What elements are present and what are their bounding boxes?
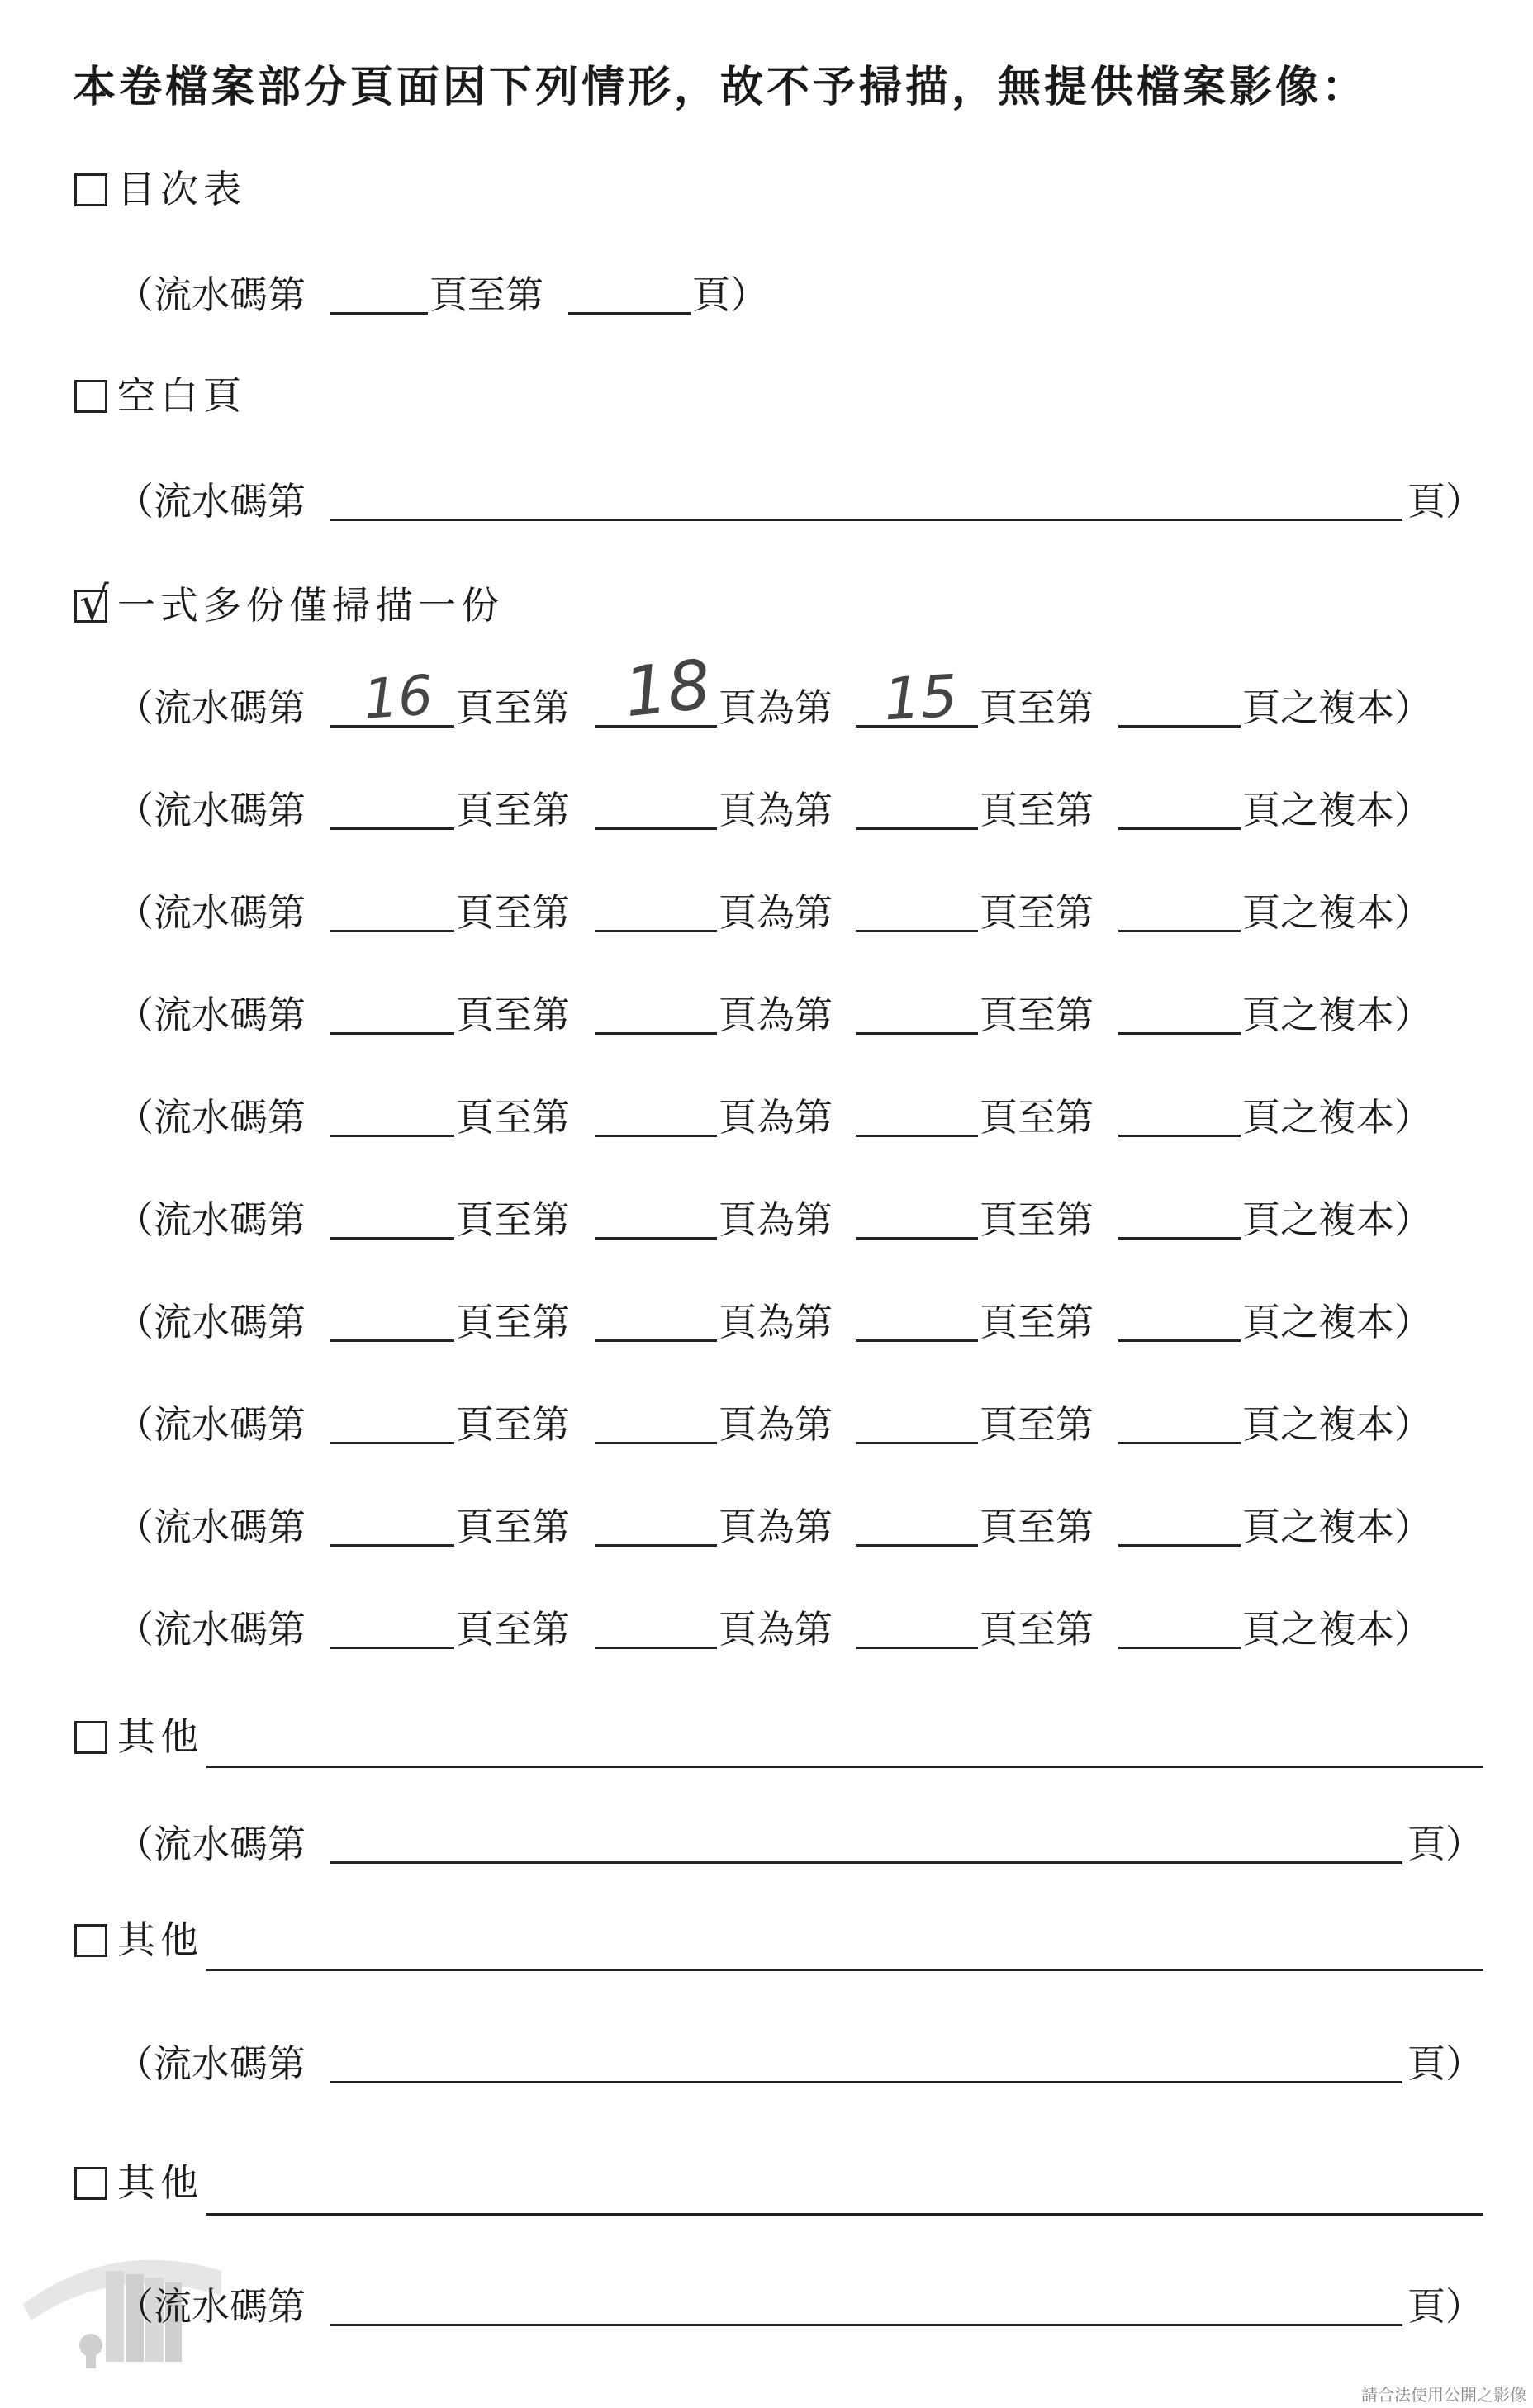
copy-row-text: 頁之複本） [1242, 993, 1432, 1037]
copy-row-blank[interactable] [1118, 827, 1241, 830]
copy-row-blank[interactable] [856, 827, 978, 830]
copy-row-text: 頁之複本） [1242, 788, 1432, 832]
copy-row-text: 頁之複本） [1242, 1402, 1432, 1447]
copy-row-blank[interactable] [595, 1032, 717, 1035]
copy-row-blank[interactable] [595, 1237, 717, 1240]
copy-row-text: （流水碼第 [116, 1300, 306, 1344]
copy-row-blank[interactable] [856, 1237, 978, 1240]
handwritten-value: 15 [881, 661, 960, 734]
copies-label: 一式多份僅掃描一份 [117, 583, 504, 628]
handwritten-value: 16 [361, 663, 435, 732]
other-desc-blank-1[interactable] [206, 1766, 1483, 1768]
copy-row-text: 頁至第 [456, 1197, 570, 1242]
blank-pages-label: 空白頁 [117, 373, 246, 418]
copy-row-text: 頁之複本） [1242, 1095, 1432, 1140]
toc-row-mid: 頁至第 [430, 273, 543, 317]
copy-row-text: 頁為第 [719, 1095, 833, 1140]
copy-row-blank[interactable] [330, 827, 454, 830]
footer-note: 請合法使用公開之影像 [1361, 2385, 1526, 2405]
blank-pages-checkbox[interactable] [74, 380, 107, 413]
copy-row-text: （流水碼第 [116, 1402, 306, 1447]
other-range-blank-3[interactable] [330, 2324, 1402, 2326]
copy-row-text: 頁至第 [980, 685, 1094, 730]
copy-row-text: （流水碼第 [116, 685, 306, 730]
copy-row-blank[interactable] [1118, 1442, 1241, 1444]
other-row-prefix-2: （流水碼第 [116, 2041, 306, 2086]
copy-row-text: 頁至第 [456, 1402, 570, 1447]
copy-row-blank[interactable] [1118, 1544, 1241, 1547]
copy-row-blank[interactable] [856, 1032, 978, 1035]
copy-row-blank[interactable] [1118, 1339, 1241, 1342]
other-checkbox-2[interactable] [74, 1924, 107, 1957]
copy-row-text: 頁之複本） [1242, 1197, 1432, 1242]
other-checkbox-3[interactable] [74, 2167, 107, 2200]
copy-row-text: （流水碼第 [116, 1197, 306, 1242]
copy-row-blank[interactable] [1118, 1237, 1241, 1240]
toc-label: 目次表 [117, 167, 246, 211]
other-label-1: 其他 [117, 1714, 203, 1759]
copy-row-blank[interactable] [330, 1237, 454, 1240]
copy-row-blank[interactable] [330, 1032, 454, 1035]
copy-row-text: 頁之複本） [1242, 685, 1432, 730]
copy-row-text: 頁至第 [456, 1505, 570, 1549]
copy-row-text: 頁為第 [719, 1505, 833, 1549]
other-range-blank-2[interactable] [330, 2081, 1402, 2083]
copy-row-text: 頁之複本） [1242, 1607, 1432, 1652]
copy-row-blank[interactable] [330, 1339, 454, 1342]
handwritten-value: 18 [620, 645, 714, 733]
copy-row-blank[interactable] [595, 1339, 717, 1342]
copy-row-blank[interactable] [1118, 1647, 1241, 1649]
copy-row-blank[interactable] [595, 930, 717, 932]
copy-row-blank[interactable] [1118, 1032, 1241, 1035]
toc-row-prefix: （流水碼第 [116, 273, 306, 317]
other-row-suffix-1: 頁） [1407, 1822, 1483, 1866]
other-row-prefix-3: （流水碼第 [116, 2284, 306, 2329]
copy-row-blank[interactable] [330, 1135, 454, 1137]
toc-row-suffix: 頁） [692, 273, 768, 317]
copy-row-text: 頁至第 [980, 1402, 1094, 1447]
copy-row-text: 頁至第 [456, 1095, 570, 1140]
copy-row-blank[interactable] [1118, 1135, 1241, 1137]
copy-row-blank[interactable] [856, 1442, 978, 1444]
other-desc-blank-2[interactable] [206, 1969, 1483, 1971]
copy-row-text: 頁為第 [719, 1607, 833, 1652]
copy-row-blank[interactable] [330, 1647, 454, 1649]
copy-row-text: 頁為第 [719, 685, 833, 730]
toc-from-blank[interactable] [330, 312, 428, 315]
copy-row-text: 頁之複本） [1242, 1505, 1432, 1549]
copy-row-blank[interactable] [856, 1135, 978, 1137]
copy-row-text: 頁為第 [719, 890, 833, 935]
copy-row-blank[interactable] [595, 827, 717, 830]
other-label-3: 其他 [117, 2160, 203, 2205]
copy-row-text: （流水碼第 [116, 1505, 306, 1549]
copy-row-text: 頁至第 [980, 993, 1094, 1037]
copy-row-text: 頁為第 [719, 1197, 833, 1242]
copy-row-text: 頁至第 [980, 1197, 1094, 1242]
page-title: 本卷檔案部分頁面因下列情形，故不予掃描，無提供檔案影像： [73, 62, 1369, 112]
copy-row-blank[interactable] [856, 1339, 978, 1342]
copy-row-blank[interactable] [330, 930, 454, 932]
copy-row-text: （流水碼第 [116, 1095, 306, 1140]
copy-row-blank[interactable] [330, 1544, 454, 1547]
toc-to-blank[interactable] [568, 312, 691, 315]
other-checkbox-1[interactable] [74, 1721, 107, 1754]
copy-row-blank[interactable] [330, 1442, 454, 1444]
copy-row-text: 頁至第 [980, 890, 1094, 935]
copy-row-text: 頁至第 [980, 1505, 1094, 1549]
copy-row-text: 頁至第 [456, 1300, 570, 1344]
copy-row-text: 頁為第 [719, 1300, 833, 1344]
copy-row-text: 頁之複本） [1242, 890, 1432, 935]
copy-row-blank[interactable] [595, 1135, 717, 1137]
copy-row-blank[interactable] [1118, 725, 1241, 728]
blank-pages-row-prefix: （流水碼第 [116, 479, 306, 524]
copy-row-text: 頁為第 [719, 1402, 833, 1447]
other-row-prefix-1: （流水碼第 [116, 1822, 306, 1866]
copy-row-blank[interactable] [856, 1544, 978, 1547]
copy-row-text: （流水碼第 [116, 788, 306, 832]
copy-row-text: 頁之複本） [1242, 1300, 1432, 1344]
copy-row-text: 頁至第 [456, 890, 570, 935]
copy-row-text: （流水碼第 [116, 1607, 306, 1652]
copy-row-blank[interactable] [856, 1647, 978, 1649]
toc-checkbox[interactable] [74, 173, 107, 206]
copy-row-text: 頁至第 [456, 1607, 570, 1652]
copy-row-text: 頁至第 [456, 993, 570, 1037]
copy-row-text: 頁至第 [980, 788, 1094, 832]
check-mark-icon: √ [79, 577, 109, 631]
copy-row-blank[interactable] [595, 1647, 717, 1649]
copy-row-text: 頁至第 [456, 788, 570, 832]
other-label-2: 其他 [117, 1917, 203, 1962]
copy-row-text: 頁至第 [980, 1607, 1094, 1652]
other-row-suffix-2: 頁） [1407, 2041, 1483, 2086]
copy-row-text: 頁至第 [456, 685, 570, 730]
copy-row-blank[interactable] [595, 1442, 717, 1444]
copy-row-text: （流水碼第 [116, 993, 306, 1037]
other-range-blank-1[interactable] [330, 1861, 1402, 1864]
copy-row-text: （流水碼第 [116, 890, 306, 935]
copy-row-text: 頁為第 [719, 788, 833, 832]
other-desc-blank-3[interactable] [206, 2213, 1483, 2216]
copy-row-text: 頁為第 [719, 993, 833, 1037]
copy-row-blank[interactable] [856, 930, 978, 932]
other-row-suffix-3: 頁） [1407, 2284, 1483, 2329]
blank-pages-row-suffix: 頁） [1407, 479, 1483, 524]
copy-row-text: 頁至第 [980, 1300, 1094, 1344]
copy-row-blank[interactable] [1118, 930, 1241, 932]
blank-pages-range-blank[interactable] [330, 519, 1402, 521]
copy-row-text: 頁至第 [980, 1095, 1094, 1140]
copy-row-blank[interactable] [595, 1544, 717, 1547]
